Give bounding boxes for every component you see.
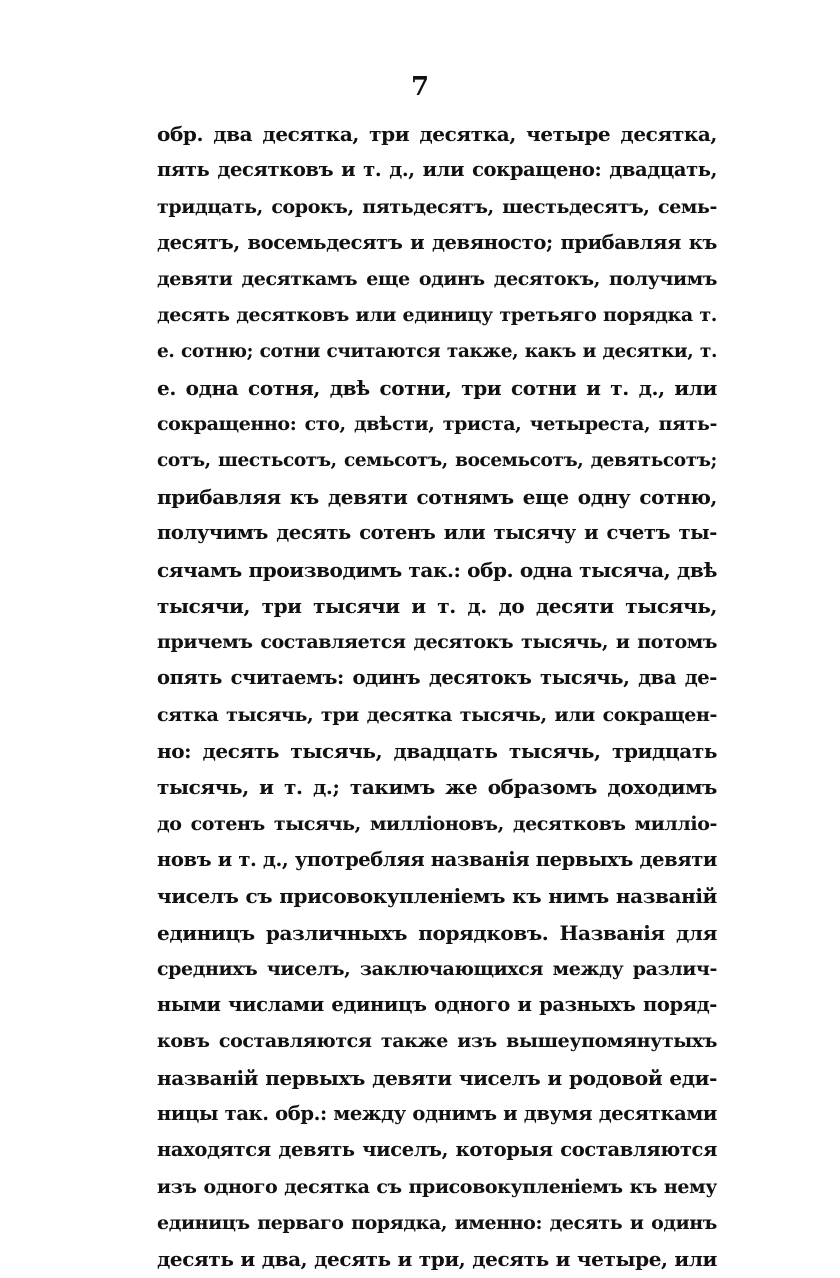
text-line: сятка тысячь, три десятка тысячь, или сокращен- — [157, 703, 717, 726]
text-line: до сотенъ тысячь, милліоновъ, десятковъ милліо- — [157, 812, 717, 835]
text-line: десять десятковъ или единицу третьяго порядка т. — [157, 304, 717, 327]
text-line: опять считаемъ: одинъ десятокъ тысячь, два де- — [157, 666, 717, 690]
text-line: е. сотню; сотни считаются также, какъ и десятки, т. — [157, 340, 717, 362]
text-line: находятся девять чиселъ, которыя составляются — [157, 1138, 717, 1162]
text-line: девяти десяткамъ еще одинъ десятокъ, получимъ — [157, 268, 717, 291]
text-line: получимъ десять сотенъ или тысячу и счетъ ты- — [157, 521, 717, 545]
text-line: сотъ, шестьсотъ, семьсотъ, восемьсотъ, девятьсотъ; — [157, 449, 717, 471]
text-line: причемъ составляется десятокъ тысячь, и потомъ — [157, 631, 717, 654]
text-line: тридцать, сорокъ, пятьдесятъ, шестьдесятъ, семь- — [157, 195, 717, 218]
page-body-text — [157, 116, 717, 1278]
text-line: сячамъ производимъ так.: обр. одна тысяча, двѣ — [157, 557, 717, 582]
text-line: десятъ, восемьдесятъ и девяносто; прибавляя къ — [157, 230, 717, 254]
text-line: среднихъ чиселъ, заключающихся между различ- — [157, 957, 717, 980]
text-line: изъ одного десятка съ присовокупленіемъ къ нему — [157, 1175, 717, 1198]
text-line: десять и два, десять и три, десять и четыре, или — [157, 1247, 717, 1272]
text-line: сокращенно: сто, двѣсти, триста, четыреста, пять- — [157, 413, 717, 436]
page-number: 7 — [410, 72, 430, 102]
text-line: пять десятковъ и т. д., или сокращено: двадцать, — [157, 158, 717, 182]
text-line: обр. два десятка, три десятка, четыре десятка, — [157, 122, 717, 146]
text-line: тысячи, три тысячи и т. д. до десяти тысячь, — [157, 593, 717, 618]
text-line: новъ и т. д., употребляя названія первыхъ девяти — [157, 847, 717, 871]
text-line: тысячь, и т. д.; такимъ же образомъ доходимъ — [157, 775, 717, 800]
text-line: ными числами единицъ одного и разныхъ поряд- — [157, 993, 717, 1017]
text-line: единицъ перваго порядка, именно: десять и одинъ — [157, 1211, 717, 1234]
text-line: ковъ составляются также изъ вышеупомянутыхъ — [157, 1030, 717, 1053]
text-line: е. одна сотня, двѣ сотни, три сотни и т. д., или — [157, 376, 717, 401]
text-line: ницы так. обр.: между однимъ и двумя десятками — [157, 1102, 717, 1126]
text-line: но: десять тысячь, двадцать тысячь, тридцать — [157, 739, 717, 764]
text-line: единицъ различныхъ порядковъ. Названія для — [157, 920, 717, 945]
text-line: чиселъ съ присовокупленіемъ къ нимъ названій — [157, 884, 717, 909]
text-line: прибавляя къ девяти сотнямъ еще одну сотню, — [157, 484, 717, 509]
text-line: названій первыхъ девяти чиселъ и родовой еди- — [157, 1065, 717, 1090]
